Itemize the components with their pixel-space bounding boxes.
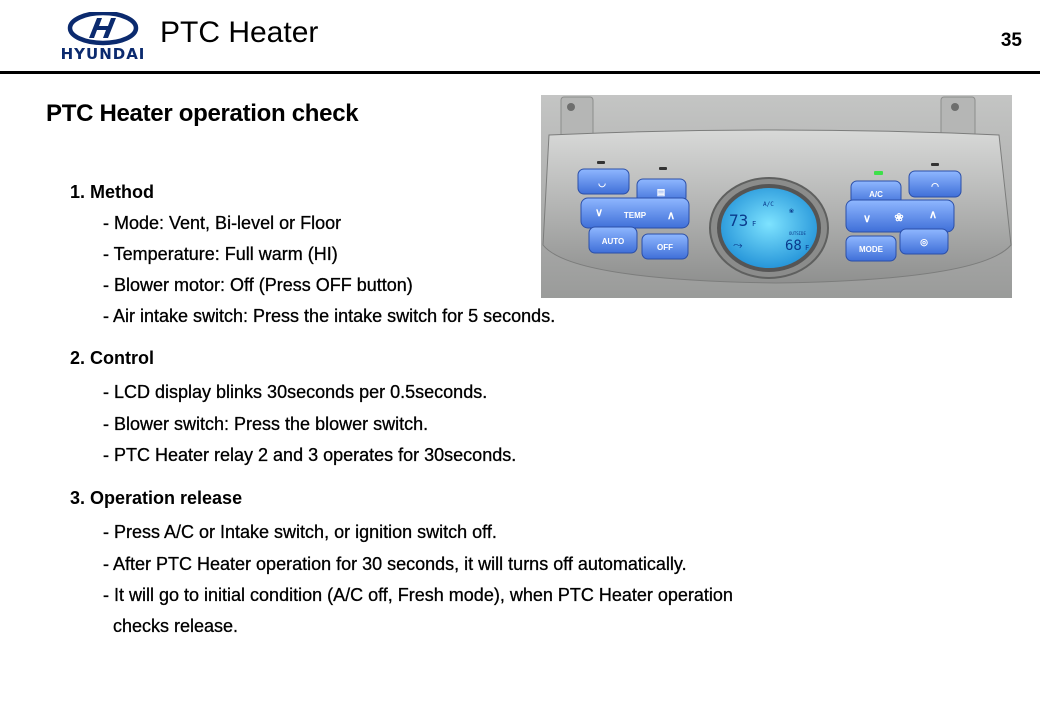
svg-text:❀: ❀ — [894, 212, 904, 224]
hyundai-emblem-icon — [52, 12, 154, 46]
lcd-ac-indicator: A/C — [763, 201, 774, 208]
lcd-set-temperature: 73 — [729, 211, 749, 230]
lcd-outside-label: OUTSIDE — [789, 231, 806, 236]
svg-text:◠: ◠ — [931, 181, 939, 191]
method-line: - Air intake switch: Press the intake switch for 5 seconds. — [103, 306, 556, 326]
release-line: - After PTC Heater operation for 30 seconds, it will turns off automatically. — [103, 554, 687, 574]
svg-text:F: F — [752, 220, 757, 228]
svg-text:◎: ◎ — [920, 237, 928, 247]
temp-button-label: TEMP — [623, 211, 647, 220]
svg-text:∨: ∨ — [862, 213, 872, 225]
auto-button-label: AUTO — [601, 237, 625, 246]
method-line: - Blower motor: Off (Press OFF button) — [103, 275, 413, 295]
lcd-outside-temperature: 68 — [785, 238, 802, 254]
section-title: PTC Heater operation check — [46, 100, 359, 127]
svg-text:❀: ❀ — [789, 206, 794, 215]
method-line: - Temperature: Full warm (HI) — [103, 244, 338, 264]
logo-wordmark: HYUNDAI — [60, 45, 146, 63]
off-button-label: OFF — [657, 243, 673, 252]
svg-text:∧: ∧ — [666, 210, 676, 222]
page-number: 35 — [1000, 30, 1022, 51]
step-heading-method: 1. Method — [70, 182, 154, 202]
svg-text:◡: ◡ — [598, 178, 606, 188]
method-line: - Mode: Vent, Bi-level or Floor — [103, 213, 342, 233]
mode-button-label: MODE — [859, 245, 883, 254]
control-line: - PTC Heater relay 2 and 3 operates for 30seconds. — [103, 445, 517, 465]
control-line: - LCD display blinks 30seconds per 0.5seconds. — [103, 382, 488, 402]
page-title: PTC Heater — [160, 16, 319, 49]
ac-button-label: A/C — [869, 190, 883, 199]
release-line: checks release. — [103, 616, 239, 636]
step-heading-release: 3. Operation release — [70, 488, 243, 508]
svg-text:∧: ∧ — [928, 209, 938, 221]
header-divider — [0, 71, 1040, 74]
release-line: - Press A/C or Intake switch, or ignition switch off. — [103, 522, 497, 542]
climate-control-panel-photo — [541, 95, 1012, 298]
control-line: - Blower switch: Press the blower switch. — [103, 414, 429, 434]
svg-text:⤳: ⤳ — [733, 238, 743, 252]
step-heading-control: 2. Control — [70, 348, 154, 368]
hyundai-logo — [52, 12, 154, 64]
svg-text:∨: ∨ — [594, 207, 604, 219]
svg-text:▤: ▤ — [656, 187, 666, 197]
release-line: - It will go to initial condition (A/C off, Fresh mode), when PTC Heater operation — [103, 585, 733, 605]
svg-text:F: F — [805, 244, 810, 252]
